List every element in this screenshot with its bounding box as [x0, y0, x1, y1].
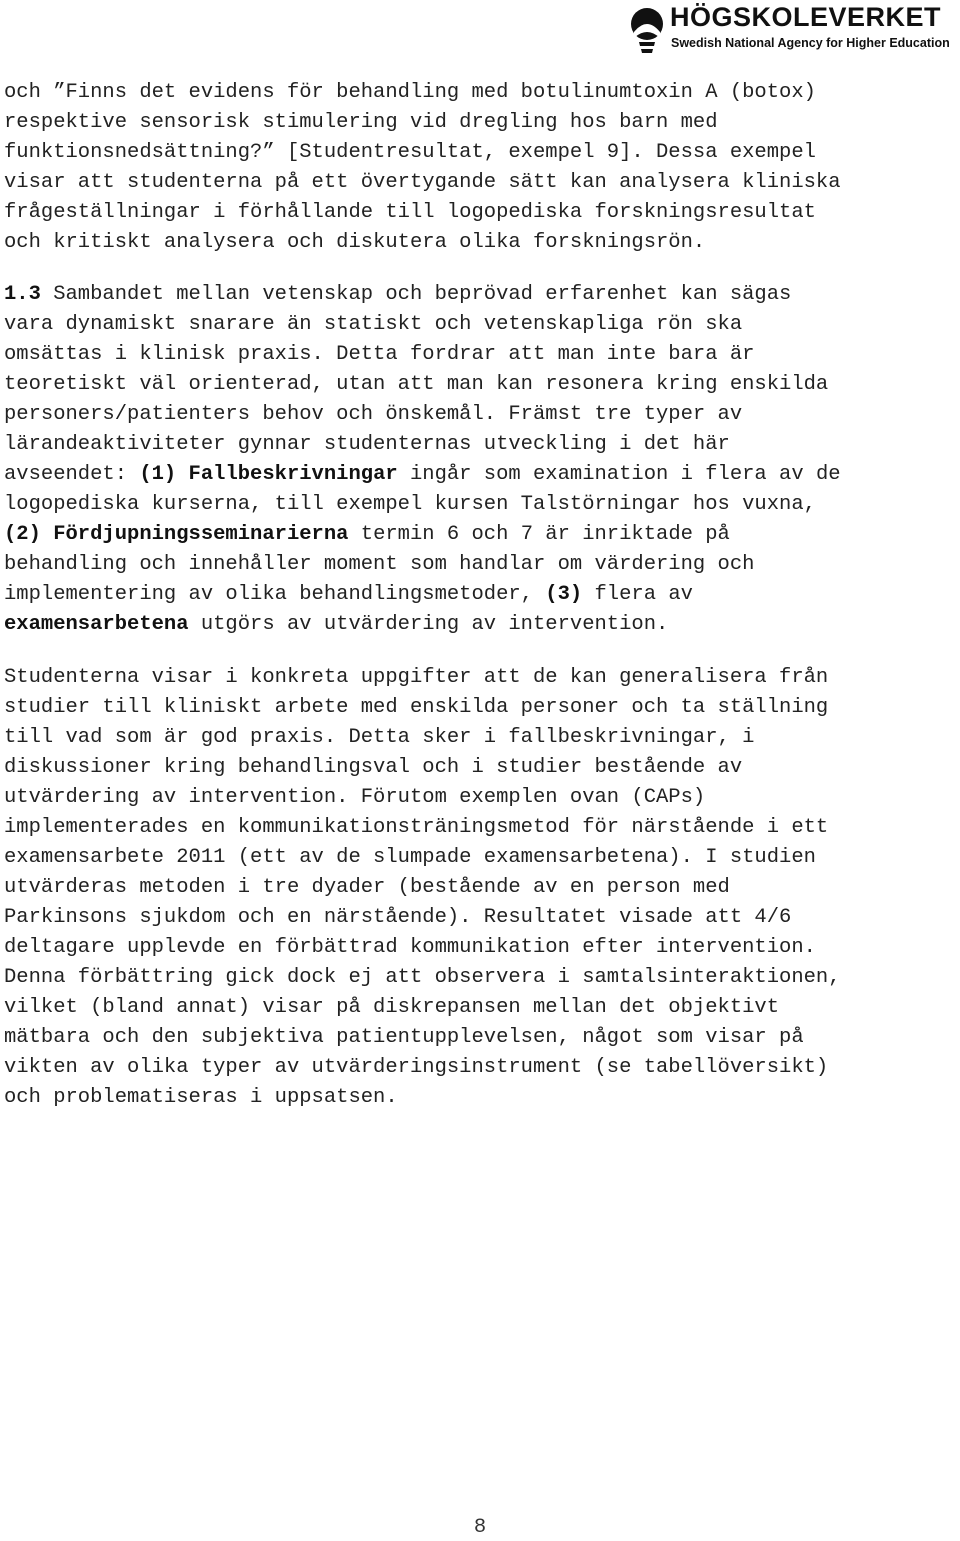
- logo-name: HÖGSKOLEVERKET: [670, 2, 942, 32]
- logo-subtitle: Swedish National Agency for Higher Education: [671, 36, 950, 50]
- bold-term: (1) Fallbeskrivningar: [139, 463, 398, 486]
- text-line: vilket (bland annat) visar på diskrepansen mellan det objektivt: [4, 996, 780, 1019]
- hogskoleverket-logo: [630, 2, 956, 56]
- text-line: (2) Fördjupningsseminarierna termin 6 och 7 är inriktade på: [4, 523, 730, 546]
- text-line: och ”Finns det evidens för behandling med botulinumtoxin A (botox): [4, 81, 816, 104]
- page-number: 8: [473, 1516, 487, 1539]
- text-line: mätbara och den subjektiva patientupplevelsen, något som visar på: [4, 1026, 804, 1049]
- text-line: Studenterna visar i konkreta uppgifter att de kan generalisera från: [4, 666, 829, 689]
- text-line: logopediska kurserna, till exempel kursen Talstörningar hos vuxna,: [4, 493, 816, 516]
- text-line: Parkinsons sjukdom och en närstående). Resultatet visade att 4/6: [4, 906, 792, 929]
- text-line: studier till kliniskt arbete med enskilda personer och ta ställning: [4, 696, 829, 719]
- text-line: utvärdering av intervention. Förutom exemplen ovan (CAPs): [4, 786, 706, 809]
- text-line: teoretiskt väl orienterad, utan att man kan resonera kring enskilda: [4, 373, 829, 396]
- text-line: implementering av olika behandlingsmetoder, (3) flera av: [4, 583, 693, 606]
- text-line: frågeställningar i förhållande till logopediska forskningsresultat: [4, 201, 816, 224]
- text-line: personers/patienters behov och önskemål. Främst tre typer av: [4, 403, 743, 426]
- bold-term: examensarbetena: [4, 613, 189, 636]
- text-line: implementerades en kommunikationsträningsmetod för närstående i ett: [4, 816, 829, 839]
- bold-term: (2) Fördjupningsseminarierna: [4, 523, 349, 546]
- text-line: 1.3 Sambandet mellan vetenskap och beprövad erfarenhet kan sägas: [4, 283, 792, 306]
- text-line: visar att studenterna på ett övertygande sätt kan analysera kliniska: [4, 171, 841, 194]
- text-line: funktionsnedsättning?” [Studentresultat, exempel 9]. Dessa exempel: [4, 141, 816, 164]
- text-line: lärandeaktiviteter gynnar studenternas utveckling i det här: [4, 433, 730, 456]
- text-line: och kritiskt analysera och diskutera olika forskningsrön.: [4, 231, 706, 254]
- text-line: avseendet: (1) Fallbeskrivningar ingår som examination i flera av de: [4, 463, 841, 486]
- text-line: till vad som är god praxis. Detta sker i fallbeskrivningar, i: [4, 726, 755, 749]
- bold-term: (3): [545, 583, 583, 606]
- text-line: respektive sensorisk stimulering vid dregling hos barn med: [4, 111, 718, 134]
- paragraph-student-generalisation: [4, 663, 954, 1113]
- text-line: Denna förbättring gick dock ej att observera i samtalsinteraktionen,: [4, 966, 841, 989]
- text-line: vara dynamiskt snarare än statiskt och vetenskapliga rön ska: [4, 313, 743, 336]
- text-line: examensarbete 2011 (ett av de slumpade examensarbetena). I studien: [4, 846, 816, 869]
- text-line: deltagare upplevde en förbättrad kommunikation efter intervention.: [4, 936, 816, 959]
- logo-mark-icon: [630, 2, 664, 56]
- paragraph-evidence-examples: [4, 78, 954, 258]
- text-line: omsättas i klinisk praxis. Detta fordrar att man inte bara är: [4, 343, 755, 366]
- text-line: behandling och innehåller moment som handlar om värdering och: [4, 553, 755, 576]
- text-line: utvärderas metoden i tre dyader (bestående av en person med: [4, 876, 730, 899]
- text-line: vikten av olika typer av utvärderingsinstrument (se tabellöversikt): [4, 1056, 829, 1079]
- paragraph-section-1-3: [4, 280, 954, 640]
- text-line: examensarbetena utgörs av utvärdering av intervention.: [4, 613, 669, 636]
- section-number: 1.3: [4, 283, 41, 306]
- text-line: diskussioner kring behandlingsval och i studier bestående av: [4, 756, 743, 779]
- text-line: och problematiseras i uppsatsen.: [4, 1086, 398, 1109]
